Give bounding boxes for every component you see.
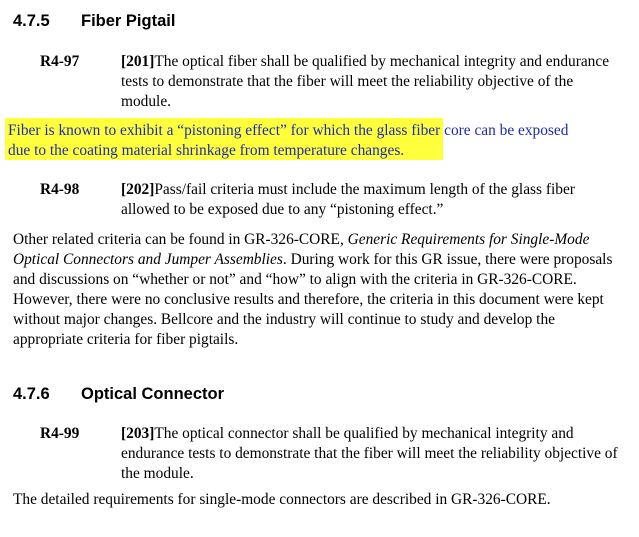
requirement-id: R4-99	[40, 425, 80, 442]
highlighted-line: due to the coating material shrinkage from temperature changes.	[8, 142, 405, 159]
paragraph-text: Other related criteria can be found in GR-326-CORE,	[13, 231, 348, 248]
highlighted-line: Fiber is known to exhibit a “pistoning effect” for which the glass fiber core can be exposed	[8, 122, 569, 139]
requirement-number: [203]	[121, 425, 155, 442]
section-heading-fiber-pigtail	[13, 11, 175, 31]
requirement-body	[121, 180, 621, 220]
body-paragraph-related-criteria	[13, 230, 620, 350]
requirement-id: R4-97	[40, 53, 80, 70]
requirement-text: The optical fiber shall be qualified by mechanical integrity and endurance tests to demonstrate that the fiber will meet the reliability objective of the module.	[121, 53, 610, 110]
paragraph-text: The detailed requirements for single-mode connectors are described in GR-326-CORE.	[13, 491, 551, 508]
paragraph-text: . During work for this GR issue, there were proposals and discussions on “whether or not” and “how” to align with the criteria in GR-326-CORE. However, there were no conclusive results and therefore, the criteria in this document were kept without major changes. Bellcore and the industry will continue to study and develop the appropriate criteria for fiber pigtails.	[13, 251, 613, 348]
requirement-r4-97	[40, 52, 630, 112]
requirement-number: [201]	[121, 53, 155, 70]
section-number: 4.7.5	[13, 12, 50, 30]
requirement-id: R4-98	[40, 181, 80, 198]
requirement-body	[121, 52, 621, 112]
document-title-italic: Generic Requirements for Single-Mode Optical Connectors and Jumper Assemblies	[13, 231, 590, 268]
requirement-r4-99	[40, 424, 630, 484]
body-paragraph-connector-requirements	[13, 490, 620, 510]
requirement-text: Pass/fail criteria must include the maximum length of the glass fiber allowed to be exposed due to any “pistoning effect.”	[121, 181, 575, 218]
requirement-text: The optical connector shall be qualified by mechanical integrity and endurance tests to demonstrate that the fiber will meet the reliability objective of the module.	[121, 425, 618, 482]
requirement-number: [202]	[121, 181, 155, 198]
section-title: Optical Connector	[81, 385, 225, 403]
requirement-r4-98	[40, 180, 630, 220]
section-number: 4.7.6	[13, 385, 50, 403]
highlighted-note	[8, 121, 628, 161]
requirement-body	[121, 424, 621, 484]
section-title: Fiber Pigtail	[81, 12, 176, 30]
section-heading-optical-connector	[13, 384, 224, 404]
